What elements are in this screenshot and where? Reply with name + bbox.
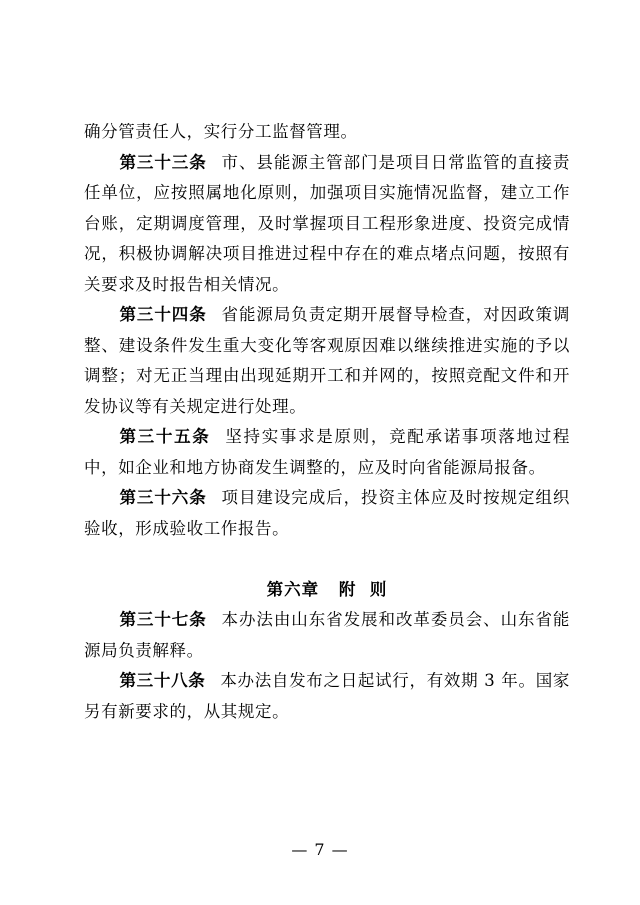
article-number: 第三十七条 bbox=[119, 610, 207, 629]
article-33 bbox=[84, 148, 570, 301]
continuation-paragraph: 确分管责任人，实行分工监督管理。 bbox=[84, 122, 358, 141]
chapter-title: 附 则 bbox=[338, 579, 388, 599]
article-38 bbox=[84, 666, 570, 727]
section-gap bbox=[84, 544, 570, 575]
document-body bbox=[84, 117, 570, 727]
page-number: — 7 — bbox=[291, 840, 349, 859]
article-text: 本办法由山东省发展和改革委员会、山东省能源局负责解释。 bbox=[84, 610, 571, 660]
article-text: 本办法自发布之日起试行，有效期 3 年。国家另有新要求的，从其规定。 bbox=[84, 671, 570, 721]
article-37 bbox=[84, 605, 570, 666]
article-number: 第三十四条 bbox=[119, 305, 207, 324]
article-number: 第三十三条 bbox=[119, 152, 207, 172]
article-number: 第三十五条 bbox=[119, 427, 211, 446]
article-text: 市、县能源主管部门是项目日常监管的直接责任单位，应按照属地化原则，加强项目实施情况监督，建立工作台账，定期调度管理，及时掌握项目工程形象进度、投资完成情况，积极协调解决项目推进过程中存在的难点堵点问题，按照有关要求及时报告相关情况。 bbox=[84, 152, 571, 294]
article-text: 项目建设完成后，投资主体应及时按规定组织验收，形成验收工作报告。 bbox=[84, 488, 571, 538]
article-number: 第三十六条 bbox=[119, 488, 207, 507]
article-number: 第三十八条 bbox=[119, 671, 206, 690]
article-35 bbox=[84, 422, 570, 483]
article-34 bbox=[84, 300, 570, 422]
chapter-number: 第六章 bbox=[266, 579, 320, 599]
article-text: 坚持实事求是原则，竞配承诺事项落地过程中，如企业和地方协商发生调整的，应及时向省能源局报备。 bbox=[84, 427, 570, 477]
chapter-heading bbox=[84, 575, 570, 606]
article-text: 省能源局负责定期开展督导检查，对因政策调整、建设条件发生重大变化等客观原因难以继续推进实施的予以调整；对无正当理由出现延期开工和并网的，按照竞配文件和开发协议等有关规定进行处理。 bbox=[84, 305, 571, 416]
article-36 bbox=[84, 483, 570, 544]
